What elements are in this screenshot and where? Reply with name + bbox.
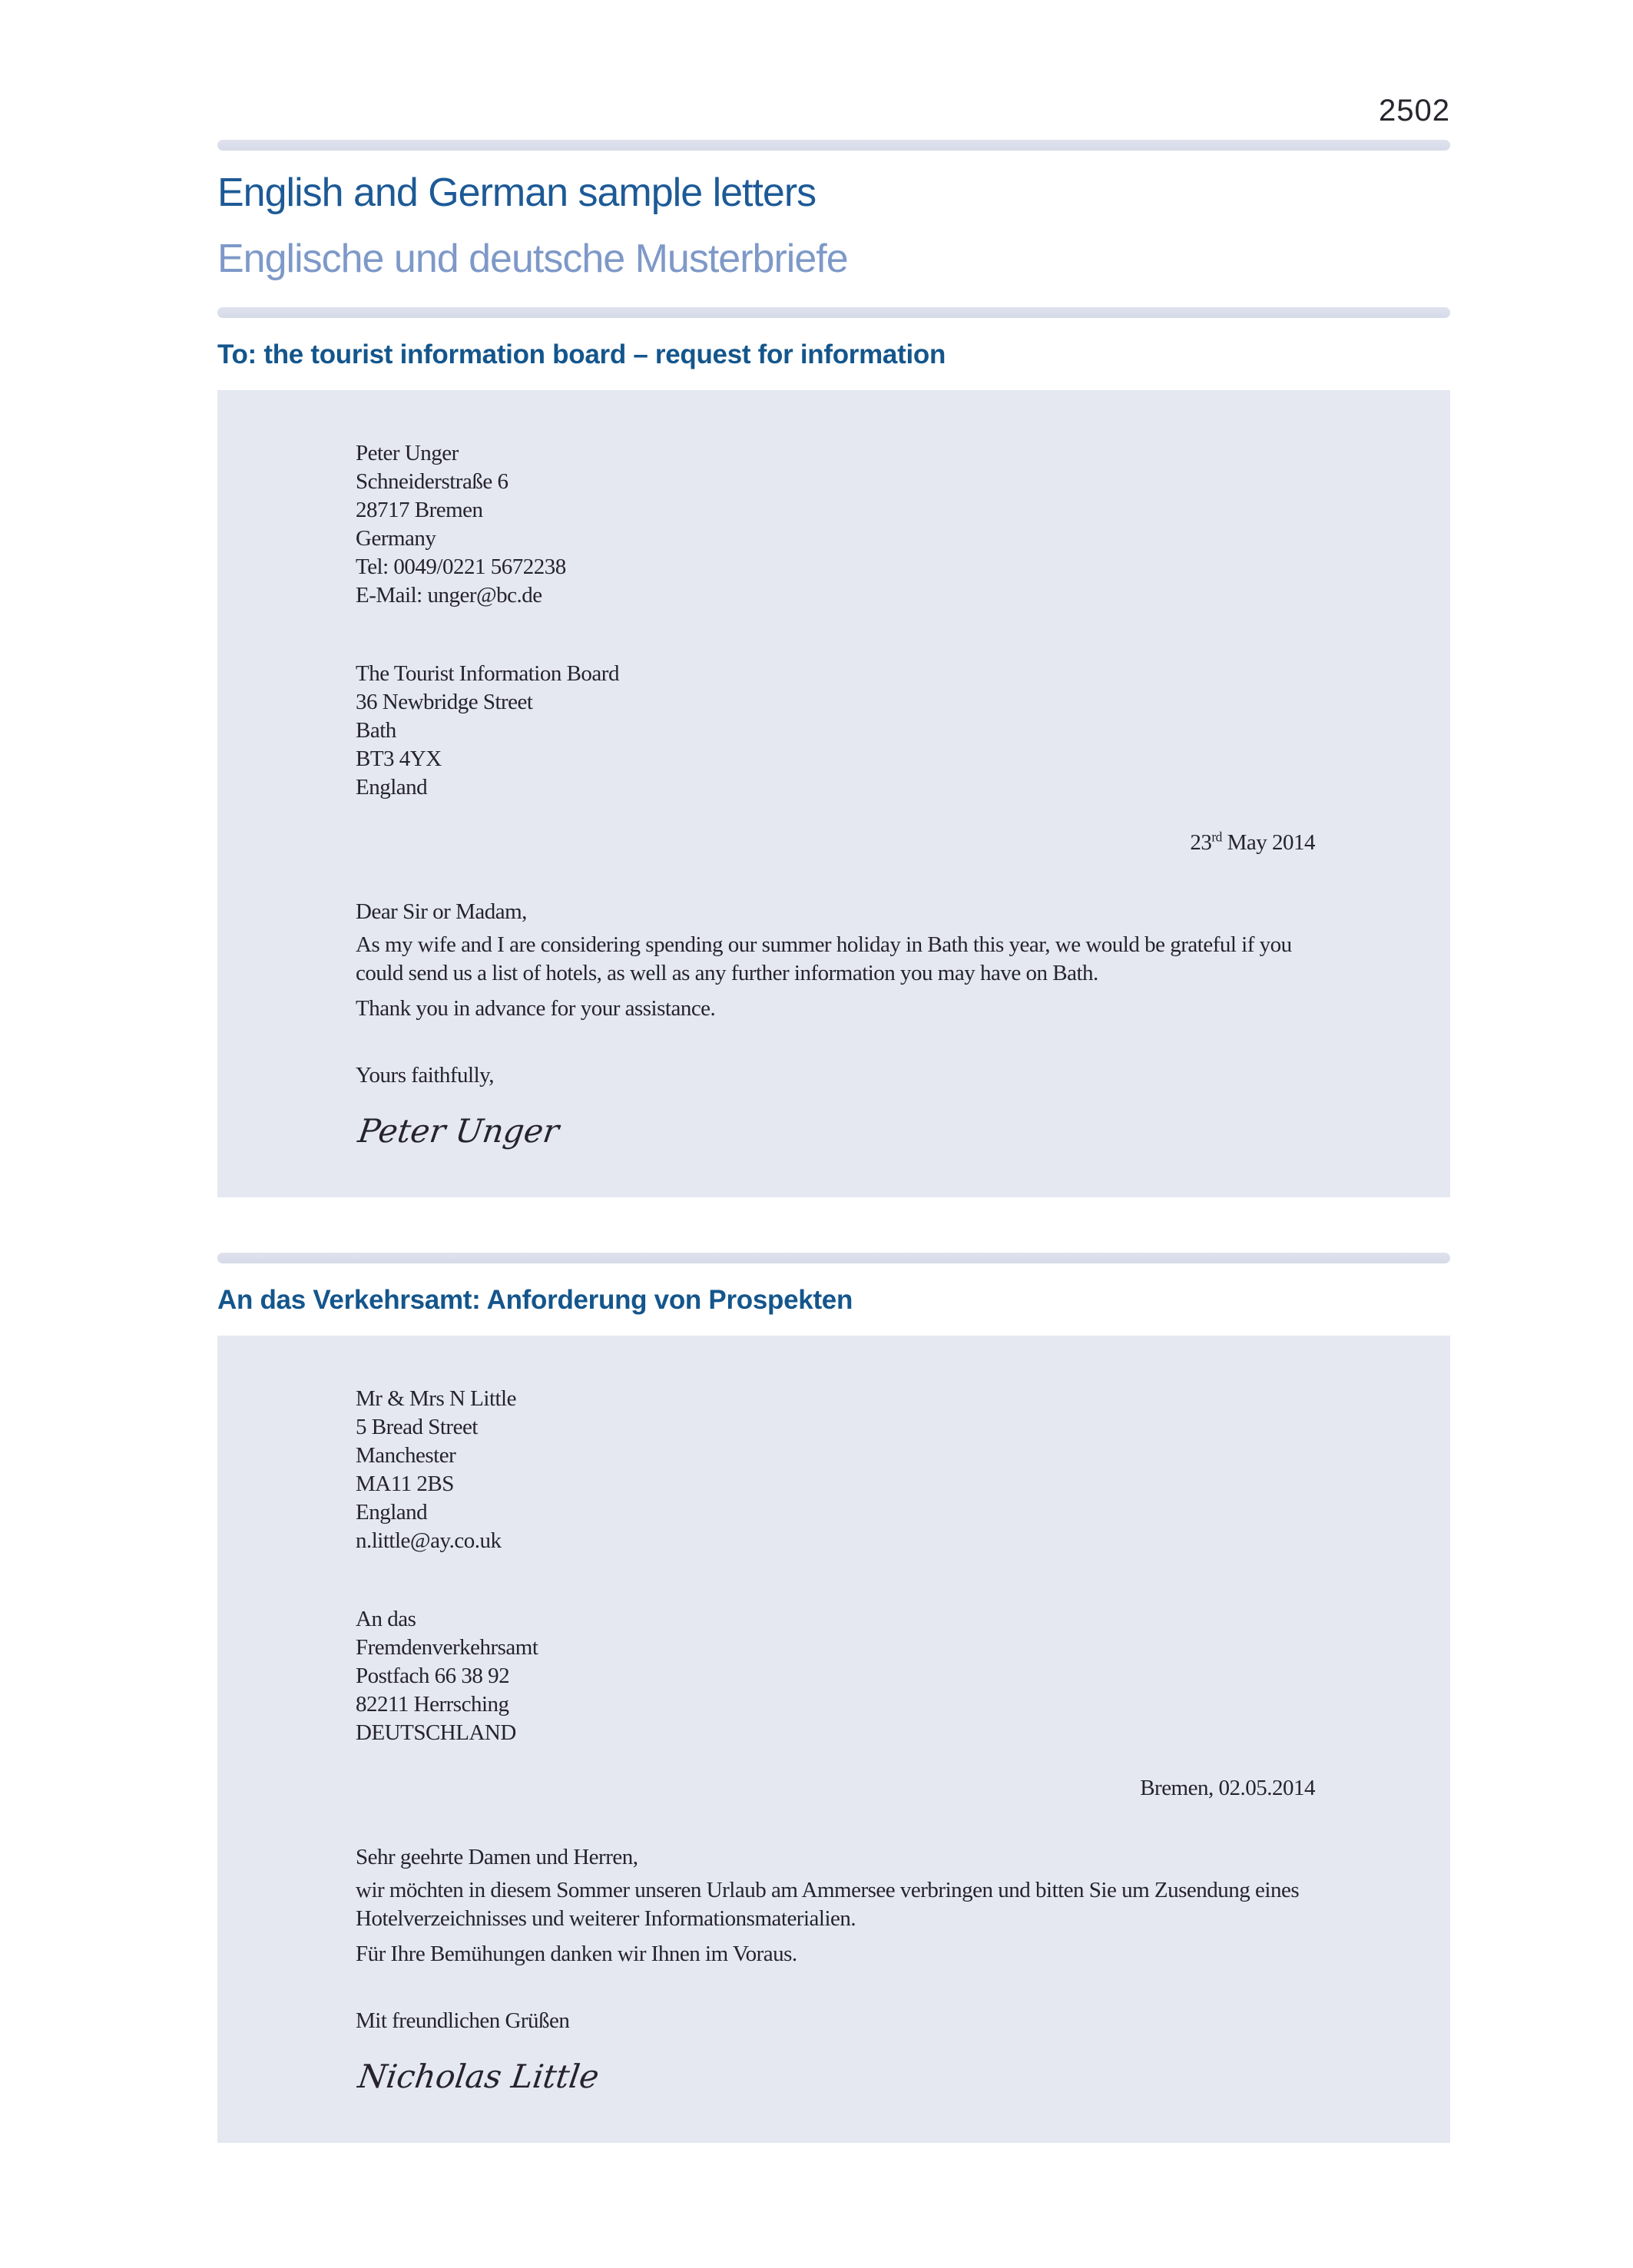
page-content	[217, 0, 1450, 2143]
address-line: Mr & Mrs N Little	[356, 1386, 516, 1411]
section-heading-english: To: the tourist information board – request for information	[217, 339, 946, 369]
address-line: England	[356, 1500, 428, 1525]
sender-address	[356, 1385, 1315, 1555]
divider-bar-middle	[217, 307, 1450, 318]
letter-body-paragraph: wir möchten in diesem Sommer unseren Urlaub am Ammersee verbringen und bitten Sie um Zusendung eines Hotelverzeichnisses und weiterer Informationsmaterialien.	[356, 1878, 1300, 1931]
letter-body-paragraph: Für Ihre Bemühungen danken wir Ihnen im Voraus.	[356, 1942, 797, 1966]
letter-date	[356, 829, 1315, 857]
address-line: Fremdenverkehrsamt	[356, 1635, 538, 1660]
sender-address	[356, 439, 1315, 610]
recipient-address	[356, 660, 1315, 802]
letter-body-paragraph: Thank you in advance for your assistance.	[356, 996, 716, 1021]
address-line: Peter Unger	[356, 441, 459, 465]
address-line: Manchester	[356, 1443, 456, 1468]
address-line: 36 Newbridge Street	[356, 690, 533, 714]
signature	[356, 2057, 1315, 2097]
address-line: n.little@ay.co.uk	[356, 1528, 502, 1553]
page-number: 2502	[1379, 94, 1450, 127]
date-ordinal: rd	[1211, 829, 1222, 845]
date-rest: May 2014	[1221, 830, 1315, 855]
closing: Yours faithfully,	[356, 1063, 495, 1088]
address-line: Bath	[356, 718, 396, 743]
signature-text: Peter Unger	[356, 1112, 561, 1150]
address-line: E-Mail: unger@bc.de	[356, 583, 542, 608]
letter-german	[217, 1336, 1450, 2143]
salutation: Sehr geehrte Damen und Herren,	[356, 1845, 638, 1869]
address-line: 82211 Herrsching	[356, 1692, 509, 1717]
address-line: 5 Bread Street	[356, 1415, 478, 1439]
divider-bar-bottom	[217, 1253, 1450, 1263]
address-line: Tel: 0049/0221 5672238	[356, 555, 566, 579]
address-line: BT3 4YX	[356, 747, 442, 771]
section-german-letter	[217, 1283, 1450, 2143]
address-line: Schneiderstraße 6	[356, 469, 508, 494]
closing: Mit freundlichen Grüßen	[356, 2008, 570, 2033]
recipient-address	[356, 1605, 1315, 1747]
address-line: Germany	[356, 526, 436, 551]
date-place-and-date: Bremen, 02.05.2014	[1140, 1776, 1315, 1800]
salutation: Dear Sir or Madam,	[356, 899, 527, 924]
address-line: Postfach 66 38 92	[356, 1664, 510, 1688]
address-line: DEUTSCHLAND	[356, 1720, 516, 1745]
letter-date	[356, 1774, 1315, 1803]
letter-box-english	[217, 390, 1450, 1197]
section-heading-german: An das Verkehrsamt: Anforderung von Prospekten	[217, 1285, 853, 1315]
address-line: An das	[356, 1607, 416, 1631]
address-line: England	[356, 775, 428, 800]
divider-bar-top	[217, 140, 1450, 151]
address-line: 28717 Bremen	[356, 498, 483, 522]
address-line: The Tourist Information Board	[356, 661, 619, 686]
signature	[356, 1111, 1315, 1151]
page-title-german: Englische und deutsche Musterbriefe	[217, 237, 848, 281]
section-english-letter	[217, 338, 1450, 1197]
page-title-english: English and German sample letters	[217, 171, 816, 215]
address-line: MA11 2BS	[356, 1472, 454, 1496]
signature-text: Nicholas Little	[356, 2058, 601, 2095]
letter-box-german	[217, 1336, 1450, 2143]
letter-body-paragraph: As my wife and I are considering spending our summer holiday in Bath this year, we would be grateful if you could send us a list of hotels, as well as any further information you may have on Bath.	[356, 932, 1292, 985]
date-day: 23	[1190, 830, 1212, 855]
letter-english	[217, 390, 1450, 1197]
